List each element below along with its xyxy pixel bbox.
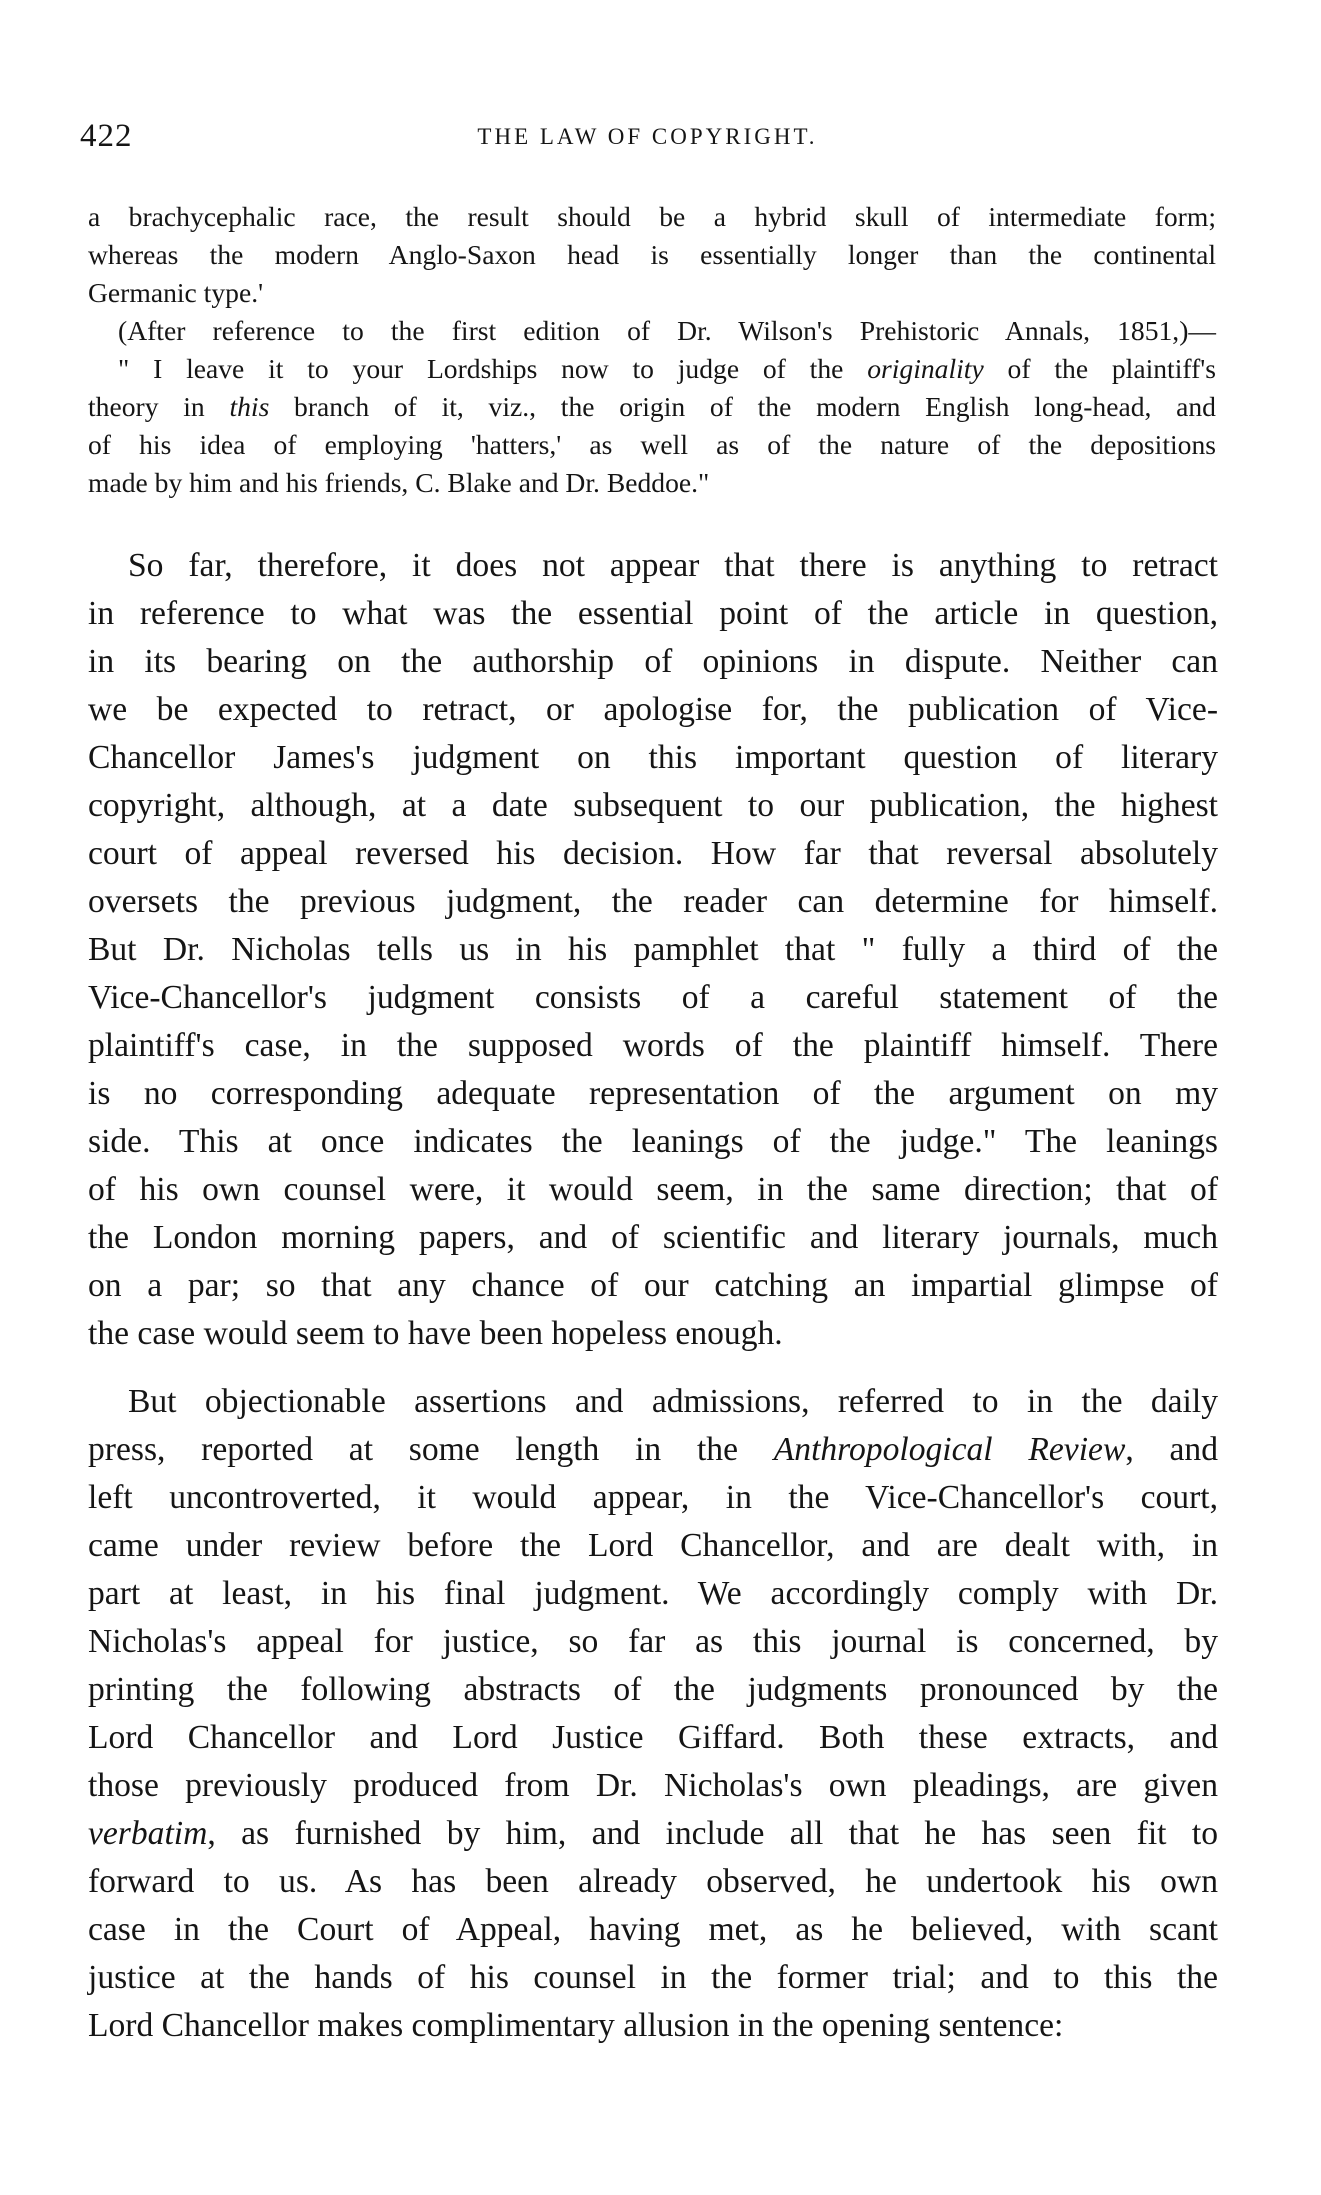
body-text bbox=[88, 542, 1218, 2070]
text-line: came under review before the Lord Chancellor, and are dealt with, in bbox=[88, 1527, 1218, 1564]
text-line: Lord Chancellor and Lord Justice Giffard. Both these extracts, and bbox=[88, 1719, 1218, 1756]
text-line: Nicholas's appeal for justice, so far as this journal is concerned, by bbox=[88, 1623, 1218, 1660]
quote-line: of his idea of employing 'hatters,' as well as of the nature of the depositions bbox=[88, 429, 1216, 460]
text-line: the case would seem to have been hopeless enough. bbox=[88, 1315, 783, 1352]
text-line: part at least, in his final judgment. We accordingly comply with Dr. bbox=[88, 1575, 1218, 1612]
text-line: justice at the hands of his counsel in the former trial; and to this the bbox=[88, 1959, 1218, 1996]
page-number: 422 bbox=[80, 118, 133, 154]
quote-line: Germanic type.' bbox=[88, 277, 264, 308]
text-line: Vice-Chancellor's judgment consists of a careful statement of the bbox=[88, 979, 1218, 1016]
quote-line: whereas the modern Anglo-Saxon head is essentially longer than the continental bbox=[88, 239, 1216, 270]
italic-term: verbatim bbox=[88, 1815, 208, 1852]
quote-text: " I leave it to your Lordships now to judge of the bbox=[118, 353, 868, 384]
text-line: Chancellor James's judgment on this important question of literary bbox=[88, 739, 1218, 776]
quote-line bbox=[88, 388, 1216, 426]
text-line: the London morning papers, and of scientific and literary journals, much bbox=[88, 1219, 1218, 1256]
quote-line: a brachycephalic race, the result should be a hybrid skull of intermediate form; bbox=[88, 201, 1216, 232]
italic-title: Anthropological Review bbox=[773, 1431, 1126, 1468]
text-line: plaintiff's case, in the supposed words of the plaintiff himself. There bbox=[88, 1027, 1218, 1064]
text-line: So far, therefore, it does not appear that there is anything to retract bbox=[128, 547, 1218, 584]
text-line: those previously produced from Dr. Nicholas's own pleadings, are given bbox=[88, 1767, 1218, 1804]
text-line: in its bearing on the authorship of opinions in dispute. Neither can bbox=[88, 643, 1218, 680]
text-line: copyright, although, at a date subsequent to our publication, the highest bbox=[88, 787, 1218, 824]
quote-text: theory in bbox=[88, 391, 230, 422]
quote-text: branch of it, viz., the origin of the modern English long-head, and bbox=[269, 391, 1216, 422]
text-line: left uncontroverted, it would appear, in the Vice-Chancellor's court, bbox=[88, 1479, 1218, 1516]
italic-term: this bbox=[229, 391, 270, 422]
text-line: side. This at once indicates the leanings of the judge." The leanings bbox=[88, 1123, 1218, 1160]
text-run: , and bbox=[1125, 1431, 1218, 1468]
quote-text: of the plaintiff's bbox=[983, 353, 1216, 384]
quote-line: (After reference to the first edition of Dr. Wilson's Prehistoric Annals, 1851,)— bbox=[118, 315, 1216, 346]
text-run: , as furnished by him, and include all that he has seen fit to bbox=[207, 1815, 1218, 1852]
text-line: printing the following abstracts of the judgments pronounced by the bbox=[88, 1671, 1218, 1708]
text-line: But Dr. Nicholas tells us in his pamphlet that " fully a third of the bbox=[88, 931, 1218, 968]
text-line: is no corresponding adequate representation of the argument on my bbox=[88, 1075, 1218, 1112]
paragraph bbox=[88, 1378, 1218, 2050]
text-line: of his own counsel were, it would seem, in the same direction; that of bbox=[88, 1171, 1218, 1208]
text-line bbox=[88, 1810, 1218, 1858]
text-line: we be expected to retract, or apologise for, the publication of Vice- bbox=[88, 691, 1218, 728]
quote-line: made by him and his friends, C. Blake and Dr. Beddoe." bbox=[88, 467, 710, 498]
text-line: in reference to what was the essential point of the article in question, bbox=[88, 595, 1218, 632]
text-line: forward to us. As has been already observed, he undertook his own bbox=[88, 1863, 1218, 1900]
text-line: case in the Court of Appeal, having met, as he believed, with scant bbox=[88, 1911, 1218, 1948]
running-title: THE LAW OF COPYRIGHT. bbox=[477, 124, 818, 149]
running-head bbox=[80, 118, 1215, 158]
quoted-passage bbox=[88, 198, 1216, 502]
paragraph bbox=[88, 542, 1218, 1358]
text-line: oversets the previous judgment, the reader can determine for himself. bbox=[88, 883, 1218, 920]
italic-term: originality bbox=[867, 353, 984, 384]
quote-line bbox=[88, 350, 1216, 388]
text-line: Lord Chancellor makes complimentary allusion in the opening sentence: bbox=[88, 2007, 1064, 2044]
text-line bbox=[88, 1426, 1218, 1474]
text-line: on a par; so that any chance of our catching an impartial glimpse of bbox=[88, 1267, 1218, 1304]
text-run: press, reported at some length in the bbox=[88, 1431, 774, 1468]
text-line: But objectionable assertions and admissions, referred to in the daily bbox=[128, 1383, 1218, 1420]
text-line: court of appeal reversed his decision. How far that reversal absolutely bbox=[88, 835, 1218, 872]
